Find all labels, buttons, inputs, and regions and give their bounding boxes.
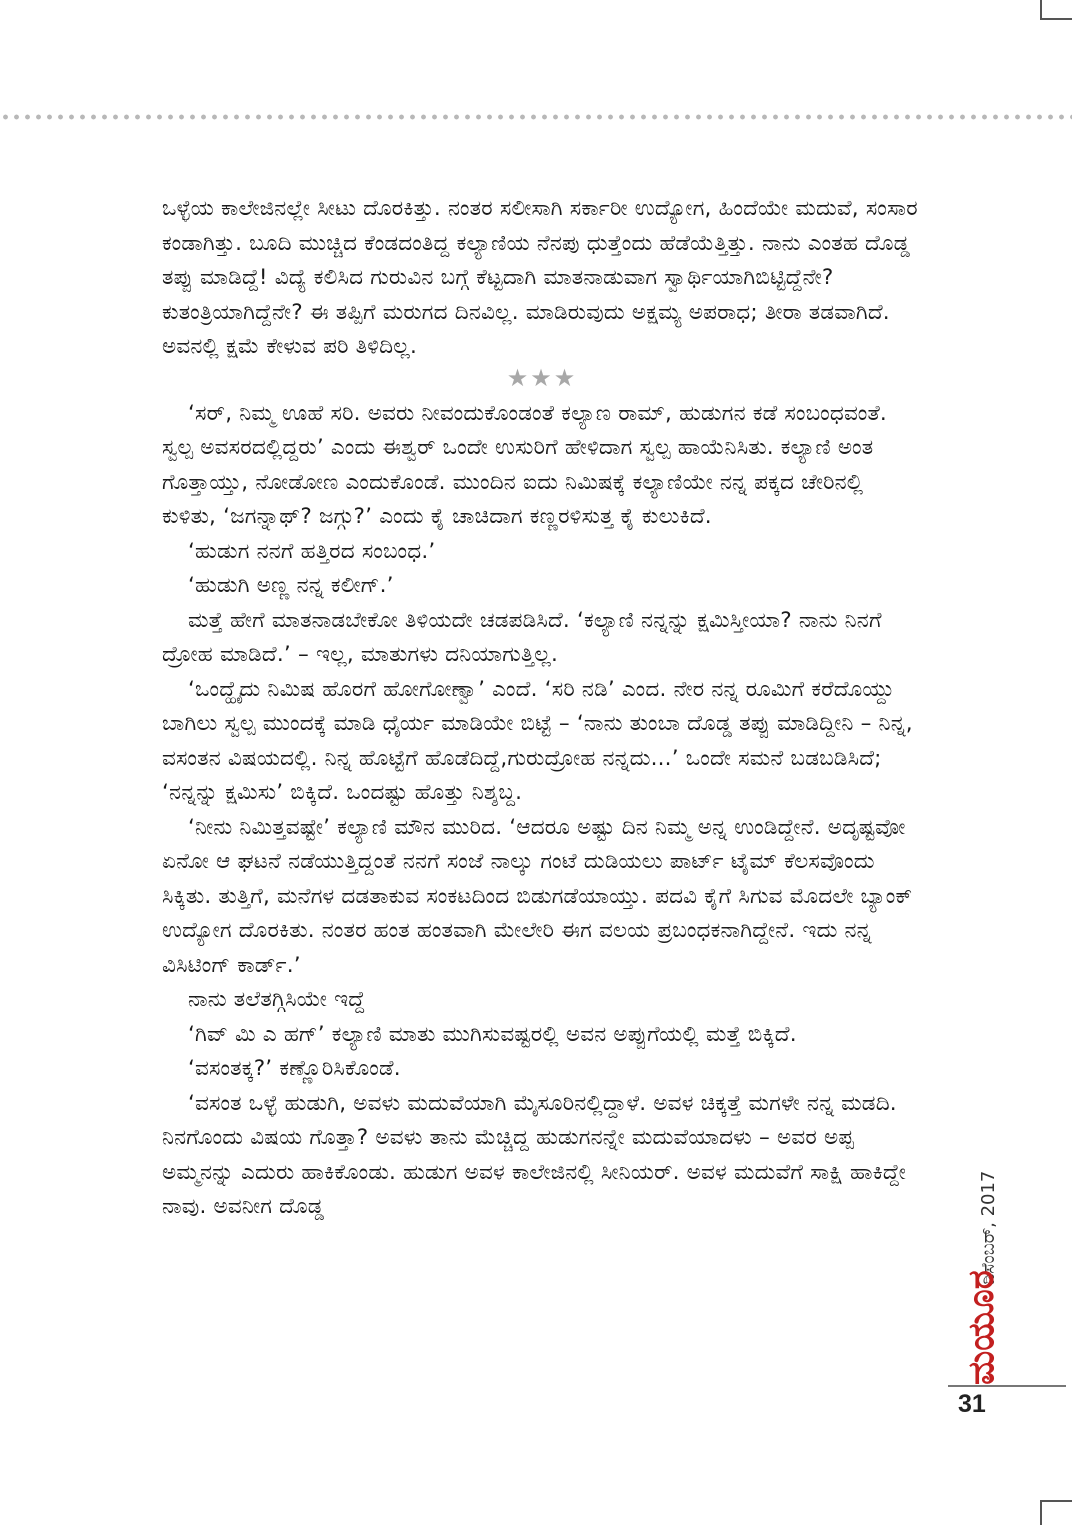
paragraph: ‘ಹುಡುಗಿ ಅಣ್ಣ ನನ್ನ ಕಲೀಗ್.’ <box>188 573 394 598</box>
crop-mark-bottom-right-horizontal <box>1040 1500 1072 1502</box>
paragraph: ‘ಗಿವ್ ಮಿ ಎ ಹಗ್’ ಕಲ್ಯಾಣಿ ಮಾತು ಮುಗಿಸುವಷ್ಟರಲ್ಲಿ ಅವನ ಅಪ್ಪುಗೆಯಲ್ಲಿ ಮತ್ತೆ ಬಿಕ್ಕಿದೆ. <box>188 1021 797 1047</box>
page-number: 31 <box>958 1390 986 1418</box>
article-body <box>162 192 922 1225</box>
crop-mark-bottom-right-vertical <box>1040 1500 1042 1525</box>
paragraph: ‘ಸರ್, ನಿಮ್ಮ ಊಹೆ ಸರಿ. ಅವರು ನೀವಂದುಕೊಂಡಂತೆ ಕಲ್ಯಾಣ ರಾಮ್, ಹುಡುಗನ ಕಡೆ ಸಂಬಂಧವಂತೆ. ಸ್ವಲ್ಪ ಅವಸರದಲ್ಲಿದ್ದರು’ ಎಂದು ಈಶ್ವರ್ ಒಂದೇ ಉಸುರಿಗೆ ಹೇಳಿದಾಗ ಸ್ವಲ್ಪ ಹಾಯೆನಿಸಿತು. ಕಲ್ಯಾಣಿ ಅಂತ ಗೊತ್ತಾಯ್ತು, ನೋಡೋಣ ಎಂದುಕೊಂಡೆ. ಮುಂದಿನ ಐದು ನಿಮಿಷಕ್ಕೆ ಕಲ್ಯಾಣಿಯೇ ನನ್ನ ಪಕ್ಕದ ಚೇರಿನಲ್ಲಿ ಕುಳಿತು, ‘ಜಗನ್ನಾಥ್? ಜಗ್ಗು?’ ಎಂದು ಕೈ ಚಾಚಿದಾಗ ಕಣ್ಣರಳಿಸುತ್ತ ಕೈ ಕುಲುಕಿದೆ. <box>162 400 887 529</box>
paragraph: ‘ಹುಡುಗ ನನಗೆ ಹತ್ತಿರದ ಸಂಬಂಧ.’ <box>188 538 436 564</box>
crop-mark-top-right-vertical <box>1040 0 1042 20</box>
crop-mark-top-right-horizontal <box>1040 18 1072 20</box>
section-separator-stars: ★★★ <box>506 363 578 392</box>
paragraph: ಒಳ್ಳೆಯ ಕಾಲೇಜಿನಲ್ಲೇ ಸೀಟು ದೊರಕಿತ್ತು. ನಂತರ ಸಲೀಸಾಗಿ ಸರ್ಕಾರೀ ಉದ್ಯೋಗ, ಹಿಂದೆಯೇ ಮದುವೆ, ಸಂಸಾರ ಕಂಡಾಗಿತ್ತು. ಬೂದಿ ಮುಚ್ಚಿದ ಕೆಂಡದಂತಿದ್ದ ಕಲ್ಯಾಣಿಯ ನೆನಪು ಧುತ್ತೆಂದು ಹೆಡೆಯೆತ್ತಿತ್ತು. ನಾನು ಎಂತಹ ದೊಡ್ಡ ತಪ್ಪು ಮಾಡಿದ್ದೆ! ವಿದ್ಯೆ ಕಲಿಸಿದ ಗುರುವಿನ ಬಗ್ಗೆ ಕೆಟ್ಟದಾಗಿ ಮಾತನಾಡುವಾಗ ಸ್ವಾರ್ಥಿಯಾಗಿಬಿಟ್ಟಿದ್ದೆನೇ? ಕುತಂತ್ರಿಯಾಗಿದ್ದೆನೇ? ಈ ತಪ್ಪಿಗೆ ಮರುಗದ ದಿನವಿಲ್ಲ. ಮಾಡಿರುವುದು ಅಕ್ಷಮ್ಯ ಅಪರಾಧ; ತೀರಾ ತಡವಾಗಿದೆ. ಅವನಲ್ಲಿ ಕ್ಷಮೆ ಕೇಳುವ ಪರಿ ತಿಳಿದಿಲ್ಲ. <box>162 196 918 359</box>
paragraph: ಮತ್ತೆ ಹೇಗೆ ಮಾತನಾಡಬೇಕೋ ತಿಳಿಯದೇ ಚಡಪಡಿಸಿದೆ. ‘ಕಲ್ಯಾಣಿ ನನ್ನನ್ನು ಕ್ಷಮಿಸ್ತೀಯಾ? ನಾನು ನಿನಗೆ ದ್ರೋಹ ಮಾಡಿದೆ.’ – ಇಲ್ಲ, ಮಾತುಗಳು ದನಿಯಾಗುತ್ತಿಲ್ಲ. <box>162 607 882 667</box>
sidebar-footer <box>955 1095 1007 1385</box>
paragraph: ‘ವಸಂತ ಒಳ್ಳೆ ಹುಡುಗಿ, ಅವಳು ಮದುವೆಯಾಗಿ ಮೈಸೂರಿನಲ್ಲಿದ್ದಾಳೆ. ಅವಳ ಚಿಕ್ಕತ್ತೆ ಮಗಳೇ ನನ್ನ ಮಡದಿ. ನಿನಗೊಂದು ವಿಷಯ ಗೊತ್ತಾ? ಅವಳು ತಾನು ಮೆಚ್ಚಿದ್ದ ಹುಡುಗನನ್ನೇ ಮದುವೆಯಾದಳು – ಅವರ ಅಪ್ಪ ಅಮ್ಮನನ್ನು ಎದುರು ಹಾಕಿಕೊಂಡು. ಹುಡುಗ ಅವಳ ಕಾಲೇಜಿನಲ್ಲಿ ಸೀನಿಯರ್. ಅವಳ ಮದುವೆಗೆ ಸಾಕ್ಷಿ ಹಾಕಿದ್ದೇ ನಾವು. ಅವನೀಗ ದೊಡ್ಡ <box>162 1090 907 1219</box>
paragraph: ‘ವಸಂತಕ್ಕ?’ ಕಣ್ಣೊರಿಸಿಕೊಂಡೆ. <box>188 1056 401 1081</box>
paragraph: ನಾನು ತಲೆತಗ್ಗಿಸಿಯೇ ಇದ್ದೆ <box>188 987 366 1012</box>
magazine-logo: ಮಯೂರ <box>961 1270 1002 1385</box>
issue-date: ಡಿಸೆಂಬರ್, 2017 <box>978 1170 999 1285</box>
paragraph: ‘ನೀನು ನಿಮಿತ್ತವಷ್ಟೇ’ ಕಲ್ಯಾಣಿ ಮೌನ ಮುರಿದ. ‘ಆದರೂ ಅಷ್ಟು ದಿನ ನಿಮ್ಮ ಅನ್ನ ಉಂಡಿದ್ದೇನೆ. ಅದೃಷ್ಟವೋ ಏನೋ ಆ ಘಟನೆ ನಡೆಯುತ್ತಿದ್ದಂತೆ ನನಗೆ ಸಂಜೆ ನಾಲ್ಕು ಗಂಟೆ ದುಡಿಯಲು ಪಾರ್ಟ್ ಟೈಮ್ ಕೆಲಸವೊಂದು ಸಿಕ್ಕಿತು. ತುತ್ತಿಗೆ, ಮನೆಗಳ ದಡತಾಕುವ ಸಂಕಟದಿಂದ ಬಿಡುಗಡೆಯಾಯ್ತು. ಪದವಿ ಕೈಗೆ ಸಿಗುವ ಮೊದಲೇ ಬ್ಯಾಂಕ್ ಉದ್ಯೋಗ ದೊರಕಿತು. ನಂತರ ಹಂತ ಹಂತವಾಗಿ ಮೇಲೇರಿ ಈಗ ವಲಯ ಪ್ರಬಂಧಕನಾಗಿದ್ದೇನೆ. ಇದು ನನ್ನ ವಿಸಿಟಿಂಗ್ ಕಾರ್ಡ್.’ <box>162 814 913 978</box>
page-number-rule <box>948 1385 1066 1387</box>
dotted-divider <box>0 113 1072 121</box>
paragraph: ‘ಒಂದ್ಹೈದು ನಿಮಿಷ ಹೊರಗೆ ಹೋಗೋಣ್ವಾ’ ಎಂದೆ. ‘ಸರಿ ನಡಿ’ ಎಂದ. ನೇರ ನನ್ನ ರೂಮಿಗೆ ಕರೆದೊಯ್ದು ಬಾಗಿಲು ಸ್ವಲ್ಪ ಮುಂದಕ್ಕೆ ಮಾಡಿ ಧೈರ್ಯ ಮಾಡಿಯೇ ಬಿಟ್ಟೆ – ‘ನಾನು ತುಂಬಾ ದೊಡ್ಡ ತಪ್ಪು ಮಾಡಿದ್ದೀನಿ – ನಿನ್ನ, ವಸಂತನ ವಿಷಯದಲ್ಲಿ. ನಿನ್ನ ಹೊಟ್ಟೆಗೆ ಹೊಡೆದಿದ್ದೆ,ಗುರುದ್ರೋಹ ನನ್ನದು...’ ಒಂದೇ ಸಮನೆ ಬಡಬಡಿಸಿದೆ; ‘ನನ್ನನ್ನು ಕ್ಷಮಿಸು’ ಬಿಕ್ಕಿದೆ. ಒಂದಷ್ಟು ಹೊತ್ತು ನಿಶ್ಶಬ್ದ. <box>162 676 913 805</box>
